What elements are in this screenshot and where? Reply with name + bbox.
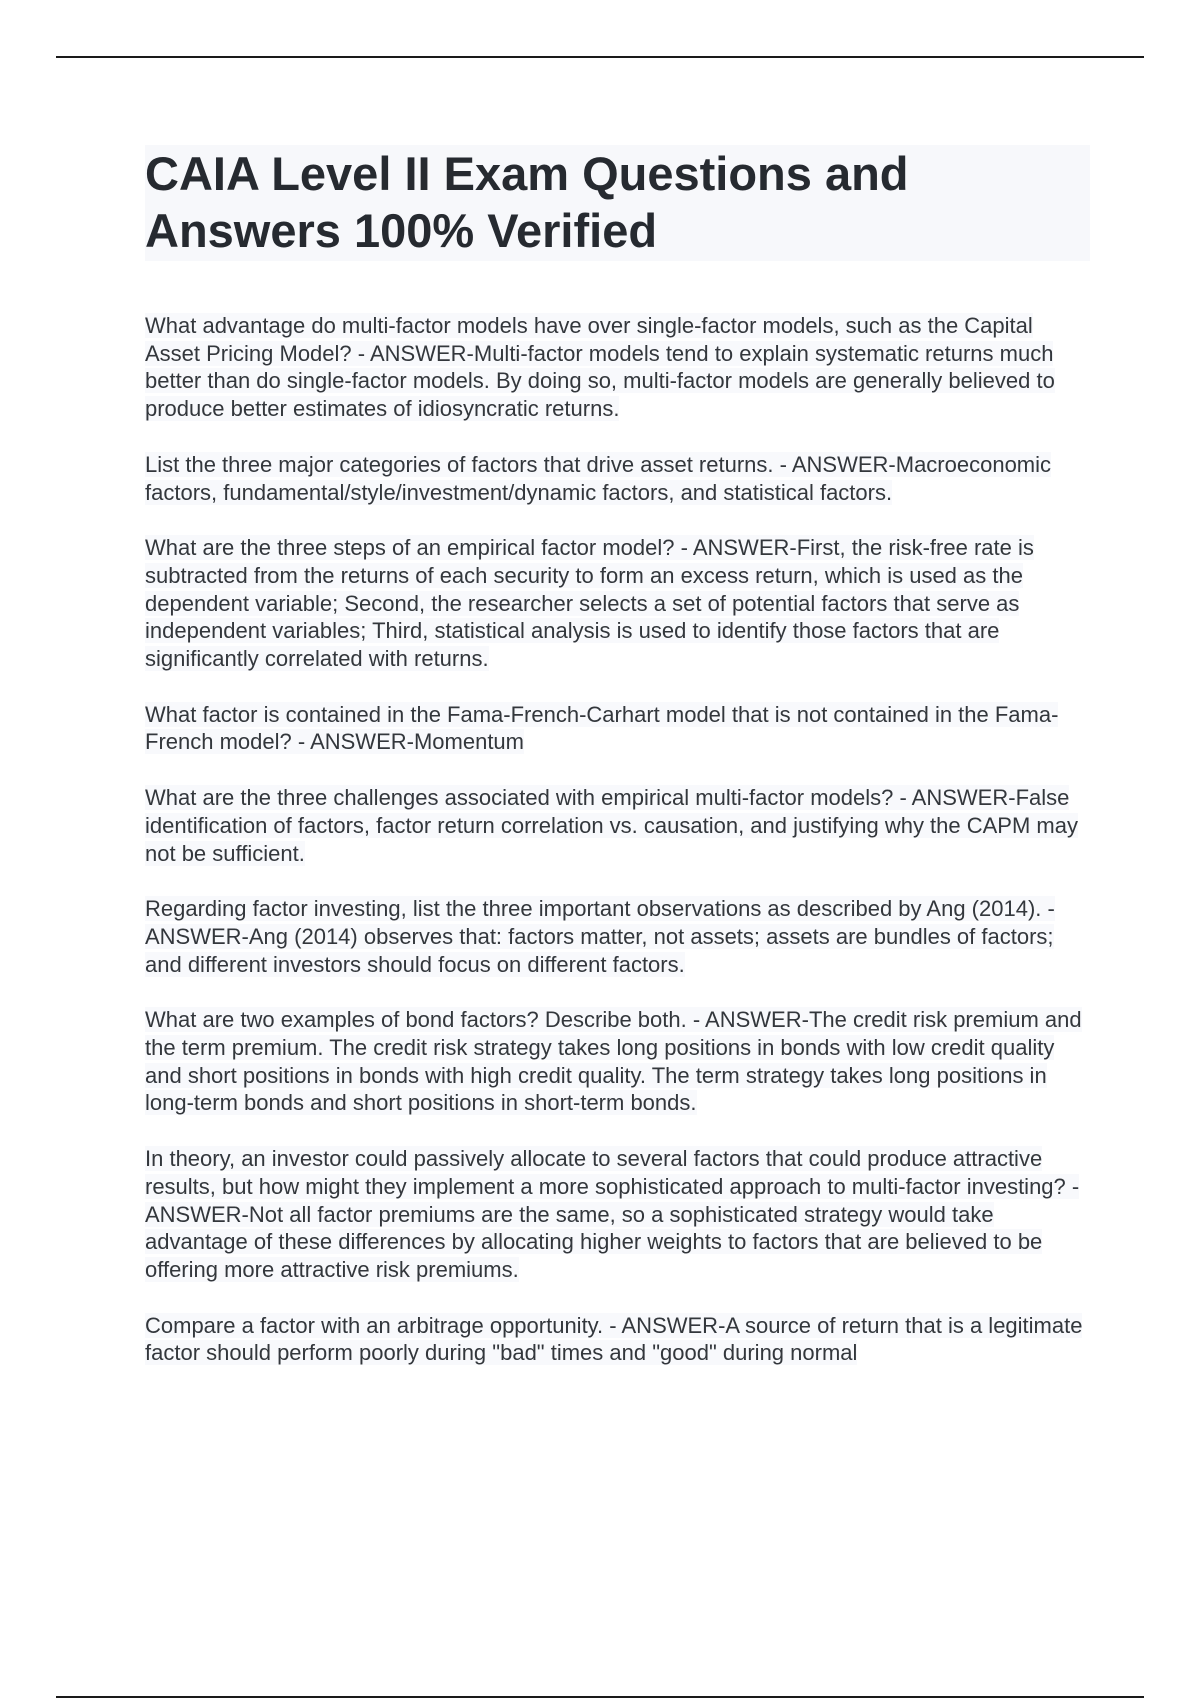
qa-entry	[145, 312, 1090, 423]
qa-entry	[145, 701, 1090, 756]
qa-text: What are the three challenges associated with empirical multi-factor models? - ANSWER-False identification of factors, factor return correlation vs. causation, and justifying why the CAPM may not be sufficient.	[145, 785, 1078, 866]
qa-text: What factor is contained in the Fama-French-Carhart model that is not contained in the Fama-French model? - ANSWER-Momentum	[145, 701, 1059, 755]
qa-entry	[145, 534, 1090, 673]
page-title	[145, 145, 1090, 259]
qa-text: What are the three steps of an empirical factor model? - ANSWER-First, the risk-free rate is subtracted from the returns of each security to form an excess return, which is used as the dependent variable; Second, the researcher selects a set of potential factors that serve as independent variables; Third, statistical analysis is used to identify those factors that are significantly correlated with returns.	[145, 535, 1034, 672]
qa-text: Compare a factor with an arbitrage opportunity. - ANSWER-A source of return that is a legitimate factor should perform poorly during "bad" times and "good" during normal	[145, 1312, 1083, 1366]
title-line-2: Answers 100% Verified	[145, 204, 658, 257]
qa-text: In theory, an investor could passively allocate to several factors that could produce attractive results, but how might they implement a more sophisticated approach to multi-factor investing? - ANSWER-Not all factor premiums are the same, so a sophisticated strategy would take advantage of these differences by allocating higher weights to factors that are believed to be offering more attractive risk premiums.	[145, 1146, 1080, 1282]
title-block	[145, 145, 1090, 261]
qa-text: Regarding factor investing, list the three important observations as described by Ang (2014). - ANSWER-Ang (2014) observes that: factors matter, not assets; assets are bundles of factors; and different investors should focus on different factors.	[145, 896, 1055, 977]
qa-list	[145, 312, 1090, 1395]
qa-text: List the three major categories of factors that drive asset returns. - ANSWER-Macroeconomic factors, fundamental/style/investment/dynamic factors, and statistical factors.	[145, 451, 1052, 505]
top-rule	[56, 56, 1144, 58]
qa-entry	[145, 1145, 1090, 1284]
bottom-rule	[56, 1696, 1144, 1698]
qa-entry	[145, 1006, 1090, 1117]
qa-entry	[145, 451, 1090, 506]
qa-entry	[145, 784, 1090, 867]
qa-text: What advantage do multi-factor models have over single-factor models, such as the Capital Asset Pricing Model? - ANSWER-Multi-factor models tend to explain systematic returns much better than do single-factor models. By doing so, multi-factor models are generally believed to produce better estimates of idiosyncratic returns.	[145, 313, 1055, 422]
title-line-1: CAIA Level II Exam Questions and	[145, 147, 909, 200]
qa-text: What are two examples of bond factors? Describe both. - ANSWER-The credit risk premium and the term premium. The credit risk strategy takes long positions in bonds with low credit quality and short positions in bonds with high credit quality. The term strategy takes long positions in long-term bonds and short positions in short-term bonds.	[145, 1007, 1082, 1116]
qa-entry	[145, 895, 1090, 978]
qa-entry	[145, 1312, 1090, 1367]
